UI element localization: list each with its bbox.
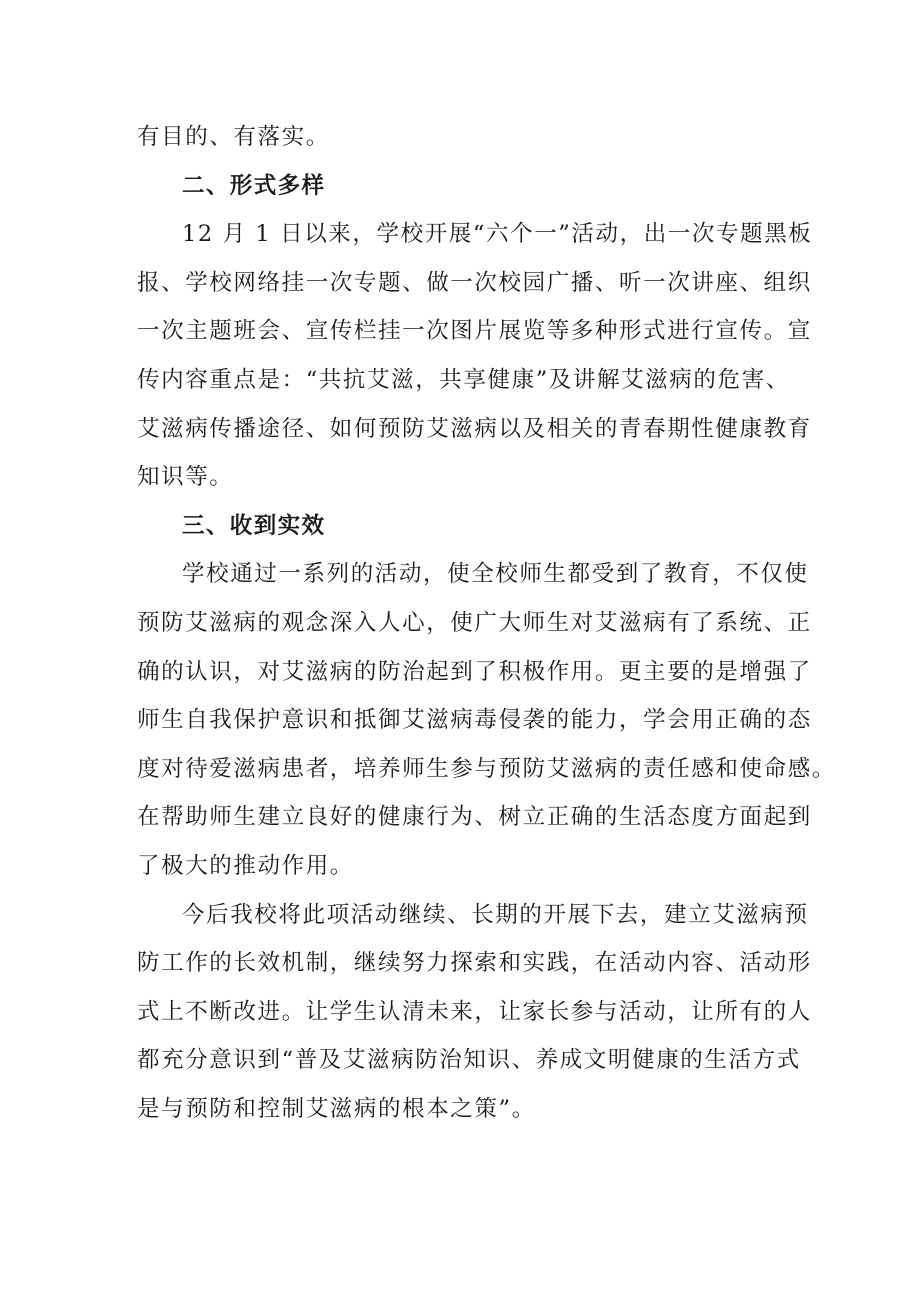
section2-paragraph	[137, 210, 813, 502]
intro-paragraph-tail	[137, 113, 797, 162]
section-heading-forms: 二、形式多样	[182, 172, 326, 199]
text-line: 学校通过一系列的活动，使全校师生都受到了教育，不仅使	[182, 561, 809, 588]
text-line: 报、学校网络挂一次专题、做一次校园广播、听一次讲座、组织	[137, 269, 812, 296]
text-line: 都充分意识到“普及艾滋病防治知识、养成文明健康的生活方式	[137, 1047, 801, 1074]
text-line: 有目的、有落实。	[137, 124, 330, 150]
text-line: 今后我校将此项活动继续、长期的开展下去，建立艾滋病预	[182, 901, 809, 928]
text-line: 艾滋病传播途径、如何预防艾滋病以及相关的青春期性健康教育	[137, 415, 812, 442]
text-line: 在帮助师生建立良好的健康行为、树立正确的生活态度方面起到	[137, 804, 812, 831]
text-line: 传内容重点是：“共抗艾滋，共享健康”及讲解艾滋病的危害、	[137, 366, 790, 393]
document-body	[137, 113, 836, 1133]
text-line: 12 月 1 日以来，学校开展“六个一”活动，出一次专题黑板	[182, 221, 813, 248]
section3-paragraph-1	[137, 550, 836, 890]
text-line: 防工作的长效机制，继续努力探索和实践，在活动内容、活动形	[137, 950, 812, 977]
text-line: 一次主题班会、宣传栏挂一次图片展览等多种形式进行宣传。宣	[137, 318, 812, 345]
text-line: 了极大的推动作用。	[137, 852, 354, 879]
text-line: 师生自我保护意识和抵御艾滋病毒侵袭的能力，学会用正确的态	[137, 707, 812, 734]
text-line: 是与预防和控制艾滋病的根本之策”。	[137, 1095, 536, 1122]
text-line: 确的认识，对艾滋病的防治起到了积极作用。更主要的是增强了	[137, 658, 812, 685]
text-line: 度对待爱滋病患者，培养师生参与预防艾滋病的责任感和使命感。	[137, 755, 836, 782]
text-line: 式上不断改进。让学生认清未来，让家长参与活动，让所有的人	[137, 998, 812, 1025]
text-line: 知识等。	[137, 464, 234, 491]
text-line: 预防艾滋病的观念深入人心，使广大师生对艾滋病有了系统、正	[137, 609, 812, 636]
section3-paragraph-2	[137, 891, 812, 1134]
section-heading-results: 三、收到实效	[182, 512, 326, 539]
